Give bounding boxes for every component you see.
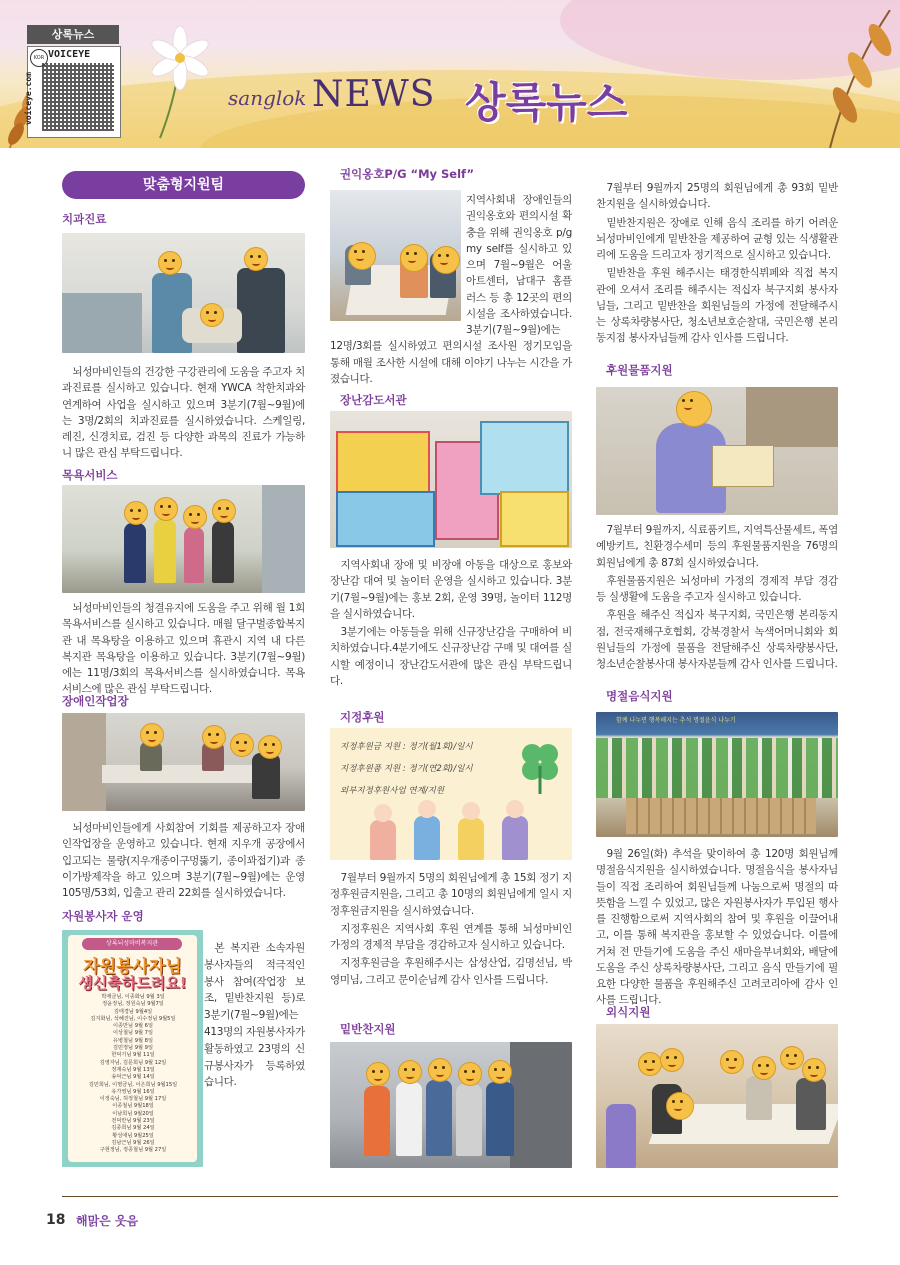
section-dental [62,211,305,227]
rights-text: 지역사회내 장애인들의 권익옹호와 편의시설 확충을 위해 권익옹호 p/g my self를 실시하고 있으며 7월~9월은 어울아트센터, 남대구 홈플러스 등 총 12곳의 편의시설을 조사하였습니다. 3분기(7월~9월)에는 12명/3회를 실시하였고 편의시설 조사원 정기모임을 통해 매월 조사한 시설에 대해 이야기 나누는 시간을 가졌습니다. [330,194,572,385]
section-bath [62,467,305,483]
poster-list-item: 이남희님 9월20일 [112,1110,154,1117]
section-sidedish [340,1021,580,1037]
team-title: 맞춤형지원팀 [62,171,305,199]
poster-list-item: 이정숙님, 허정철님 9월 17일 [99,1096,167,1103]
designated-text-2: 지정후원은 지역사회 후원 연계를 통해 뇌성마비인 가정의 경제적 부담을 경감하고자 실시하고 있습니다. [330,922,572,952]
poster-list-item: 정윤정님, 정원숙님 9월7일 [102,1001,164,1008]
volunteer-poster [62,930,203,1167]
holiday-text-block [596,846,838,1009]
goods-text-3: 후원을 해주신 적십자 북구지회, 국민은행 본리동지점, 전국재해구호협회, 강북경찰서 녹색어머니회와 회원님들의 가정에 물품을 전달해주신 상록차량봉사단, 청소년순찰봉사대 봉사자분들께 감사 인사를 드립니다. [596,609,838,671]
poster-list [70,994,196,1155]
poster-list-item: 유가영님 9월 16일 [111,1088,155,1095]
goods-text-1: 7월부터 9월까지, 식료품키트, 지역특산물세트, 폭염예방키트, 친환경수세미 등의 후원물품지원을 76명의 회원님에게 총 87회 실시하였습니다. [596,524,838,569]
workshop-photo [62,713,305,811]
kor-badge: KOR [30,49,48,67]
section-title: 치과진료 [62,212,107,226]
bath-text-block [62,600,305,698]
poster-list-item: 이종철님 9월18일 [112,1103,154,1110]
page-number: 18 [46,1212,66,1228]
designated-text-1: 7월부터 9월까지 5명의 회원님에게 총 15회 정기 지정후원금지원을, 그리고 총 10명의 회원님에게 일시 지정후원금지원을 실시하였습니다. [330,872,572,917]
poster-list-item: 전덕란님 9월 23일 [111,1118,155,1125]
rights-text-block [330,192,572,387]
banner-news-word: NEWS [312,74,436,115]
poster-list-item: 김지화님, 석혜진님, 이수정님 9월5일 [90,1015,176,1022]
poster-list-item: 김민희님, 이명금님, 이은희님 9월15일 [88,1081,178,1088]
poster-list-item: 김종희님 9월 24일 [111,1125,155,1132]
poster-list-item: 황성애님 9월25일 [112,1132,154,1139]
section-title: 외식지원 [606,1005,651,1019]
poster-list-item: 김남근님 9월 26일 [111,1139,155,1146]
poster-list-item: 김민정님 9월 9일 [113,1045,153,1052]
toylib-text-1: 지역사회내 장애 및 비장애 아동을 대상으로 홍보와 장난감 대여 및 놀이터 운영을 실시하고 있습니다. 3분기(7월~9월)에는 홍보 2회, 운영 39명, 놀이터 112명을 실시하였습니다. [330,559,572,620]
section-title: 장애인작업장 [62,694,129,708]
section-volunteer [62,908,305,924]
poster-list-item: 정재숙님 9월 13일 [111,1066,155,1073]
section-designated [340,709,580,725]
poster-list-item: 김영자님, 김문희님 9월 12일 [99,1059,167,1066]
volunteer-text-block [204,940,305,1091]
cosmos-flower [120,20,230,140]
toylib-text-2: 3분기에는 아동들을 위해 신규장난감을 구매하여 비치하였습니다.4분기에도 신규장난감 구매 및 대여를 실시할 예정이니 장난감도서관에 많은 관심 부탁드립니다. [330,626,572,687]
poster-list-item: 박재금님, 이종화님 9월 3일 [101,994,165,1000]
section-holiday [606,688,838,704]
banner-subtitle: sanglok [228,86,307,110]
goods-text-2: 후원물품지원은 뇌성마비 가정의 경제적 부담 경감 등 실생활에 도움을 주고자 실시하고 있습니다. [596,574,838,604]
poster-title-1: 자원봉사자님 [83,957,182,977]
bath-photo [62,485,305,593]
section-goods [606,362,838,378]
poster-list-item: 유병철님 9월 8일 [113,1037,153,1044]
bath-text: 뇌성마비인들의 청결유지에 도움을 주고 위해 월 1회 목욕서비스를 실시하고 있습니다. 매월 달구벌종합복지관 내 목욕탕을 이용하고 있으며 휴관시 지역 내 다른 복지관 목욕탕을 이용하고 있습니다. 3분기(7월~9월)에는 11명/3회의 목욕서비스를 실시하였습니다. 목욕서비스에 많은 관심 부탁드립니다. [62,602,305,696]
section-title: 권익옹호P/G “My Self” [340,167,475,181]
header-banner [0,0,900,148]
sidedish-text-2: 밑반찬지원은 장애로 인해 음식 조리를 하기 어려운 뇌성마비인에게 밑반찬을 제공하여 균형 있는 식생활관리에 도움을 드리고자 정기적으로 실시하고 있습니다. [596,216,838,262]
poster-list-item: 이종만님 9월 6일 [113,1023,153,1030]
qr-pattern [42,63,114,131]
dental-text: 뇌성마비인들의 건강한 구강관리에 도움을 주고자 치과진료를 실시하고 있습니다. 현재 YWCA 착한치과와 연계하여 사업을 실시하고 있으며 3분기(7월~9월)에는 3명/2회의 치과진료를 실시하였습니다. 스케일링, 레진, 신경치료, 검진 등 다양한 과목의 진료가 가능하니 많은 관심 부탁드립니다. [62,366,305,460]
section-title: 자원봉사자 운영 [62,909,144,923]
sidedish-text-3: 밑반찬을 후원 해주시는 태경한식뷔페와 직접 복지관에 오셔서 조리를 해주시는 적십자 북구지회 봉사자님들, 그리고 밑반찬을 회원님들의 가정에 전달해주시는 상록차량봉사단, 청소년보호순찰대, 국민은행 본리동지점 봉사자님들께 감사 인사를 드립니다. [596,267,838,345]
poster-list-item: 송덕근님 9월 14일 [111,1074,155,1081]
workshop-text: 뇌성마비인들에게 사회참여 기회를 제공하고자 장애인작업장을 운영하고 있습니다. 현재 지우개 공장에서 입고되는 물량(지우개종이구멍뚫기, 종이꽈접기)과 종이가방제작을 하고 있으며 3분기(7월~9월)에는 운영 105명/53회, 입출고 관리 22회를 실시하였습니다. [62,822,305,900]
poster-list-item: 한덕기님 9월 11일 [111,1052,155,1059]
designated-text-3: 지정후원금을 후원해주시는 삼성산업, 김명선님, 박영미님, 그리고 문이순님께 감사 인사를 드립니다. [330,957,572,986]
poster-list-item: 구현정님, 정종철님 9월 27일 [99,1147,167,1154]
holiday-banner-text: 함께 나누면 행복해지는 추석 명절음식 나누기 [616,717,736,724]
section-title: 명절음식지원 [606,689,673,703]
poster-list-item: 김태경님 9월4일 [113,1008,153,1015]
footer-divider [62,1196,838,1197]
section-dining [606,1004,838,1020]
clover-icon [510,736,570,796]
sidedish-photo [330,1042,572,1168]
rights-float-spacer [330,192,466,324]
section-tag: 상록뉴스 [27,25,119,44]
section-title: 후원물품지원 [606,363,673,377]
section-rights [340,166,580,182]
sidedish-text-1: 7월부터 9월까지 25명의 회원님에게 총 93회 밑반찬지원을 실시하였습니다. [596,182,838,211]
designated-card [330,728,572,860]
toylib-text-block [330,557,572,689]
page-title: 상록뉴스 [465,78,628,127]
goods-text-block [596,522,838,672]
dental-text-block [62,364,305,462]
goods-photo [596,387,838,515]
section-workshop [62,693,305,709]
card-line: 지정후원품 지원 : 정기(연2회)/일시 [340,764,473,774]
poster-list-item: 이상철님 9월 7일 [113,1030,153,1037]
workshop-text-block [62,820,305,901]
volunteer-text: 본 복지관 소속자원봉사자들의 적극적인 봉사 참여(작업장 보조, 밑반찬지원 등)로 3분기(7월~9월)에는 413명의 자원봉사자가 활동하였고 23명의 신규봉사자가 등록하였습니다. [204,942,305,1089]
section-title: 장난감도서관 [340,393,407,407]
card-line: 외부지정후원사업 연계/지원 [340,786,445,796]
designated-text-block [330,870,572,988]
section-title: 목욕서비스 [62,468,118,482]
voiceye-code [24,46,121,138]
qr-label: VOICEYE [48,49,91,60]
toylib-photo [330,411,572,548]
card-line: 지정후원금 지원 : 정기(월1회)/일시 [340,742,473,752]
section-toylib [340,392,580,408]
footer-logo: 해맑은 웃음 [76,1214,139,1228]
holiday-photo [596,712,838,837]
dining-photo [596,1024,838,1168]
section-title: 지정후원 [340,710,385,724]
qr-side-label: voiceye.com [24,72,33,125]
holiday-text: 9월 26일(화) 추석을 맞이하여 총 120명 회원님께 명절음식지원을 실시하였습니다. 명절음식을 봉사자님들이 직접 조리하여 회원님들께 나눔으로써 명절의 따뜻함을 느낄 수 있었고, 많은 자원봉사자가 투입된 행사를 진행함으로써 지역사회의 참여 및 후원을 이끌어내고, 이를 통해 복지관을 홍보할 수 있었습니다. 이를에 거쳐 전 만들기에 도움을 주신 새마을부녀회와, 배달에 도움을 주신 상록차량봉사단, 그리고 음식 만들기에 필요한 다양한 물품을 후원해주신 고려코리아에 감사 인사를 드립니다. [596,848,838,1007]
poster-title-2: 생신축하드려요! [78,974,187,992]
dental-photo [62,233,305,353]
section-title: 밑반찬지원 [340,1022,396,1036]
sidedish-text-block [596,180,838,347]
poster-header: 상록뇌성마비복지관 [82,938,182,950]
leaf-decoration [790,10,900,148]
